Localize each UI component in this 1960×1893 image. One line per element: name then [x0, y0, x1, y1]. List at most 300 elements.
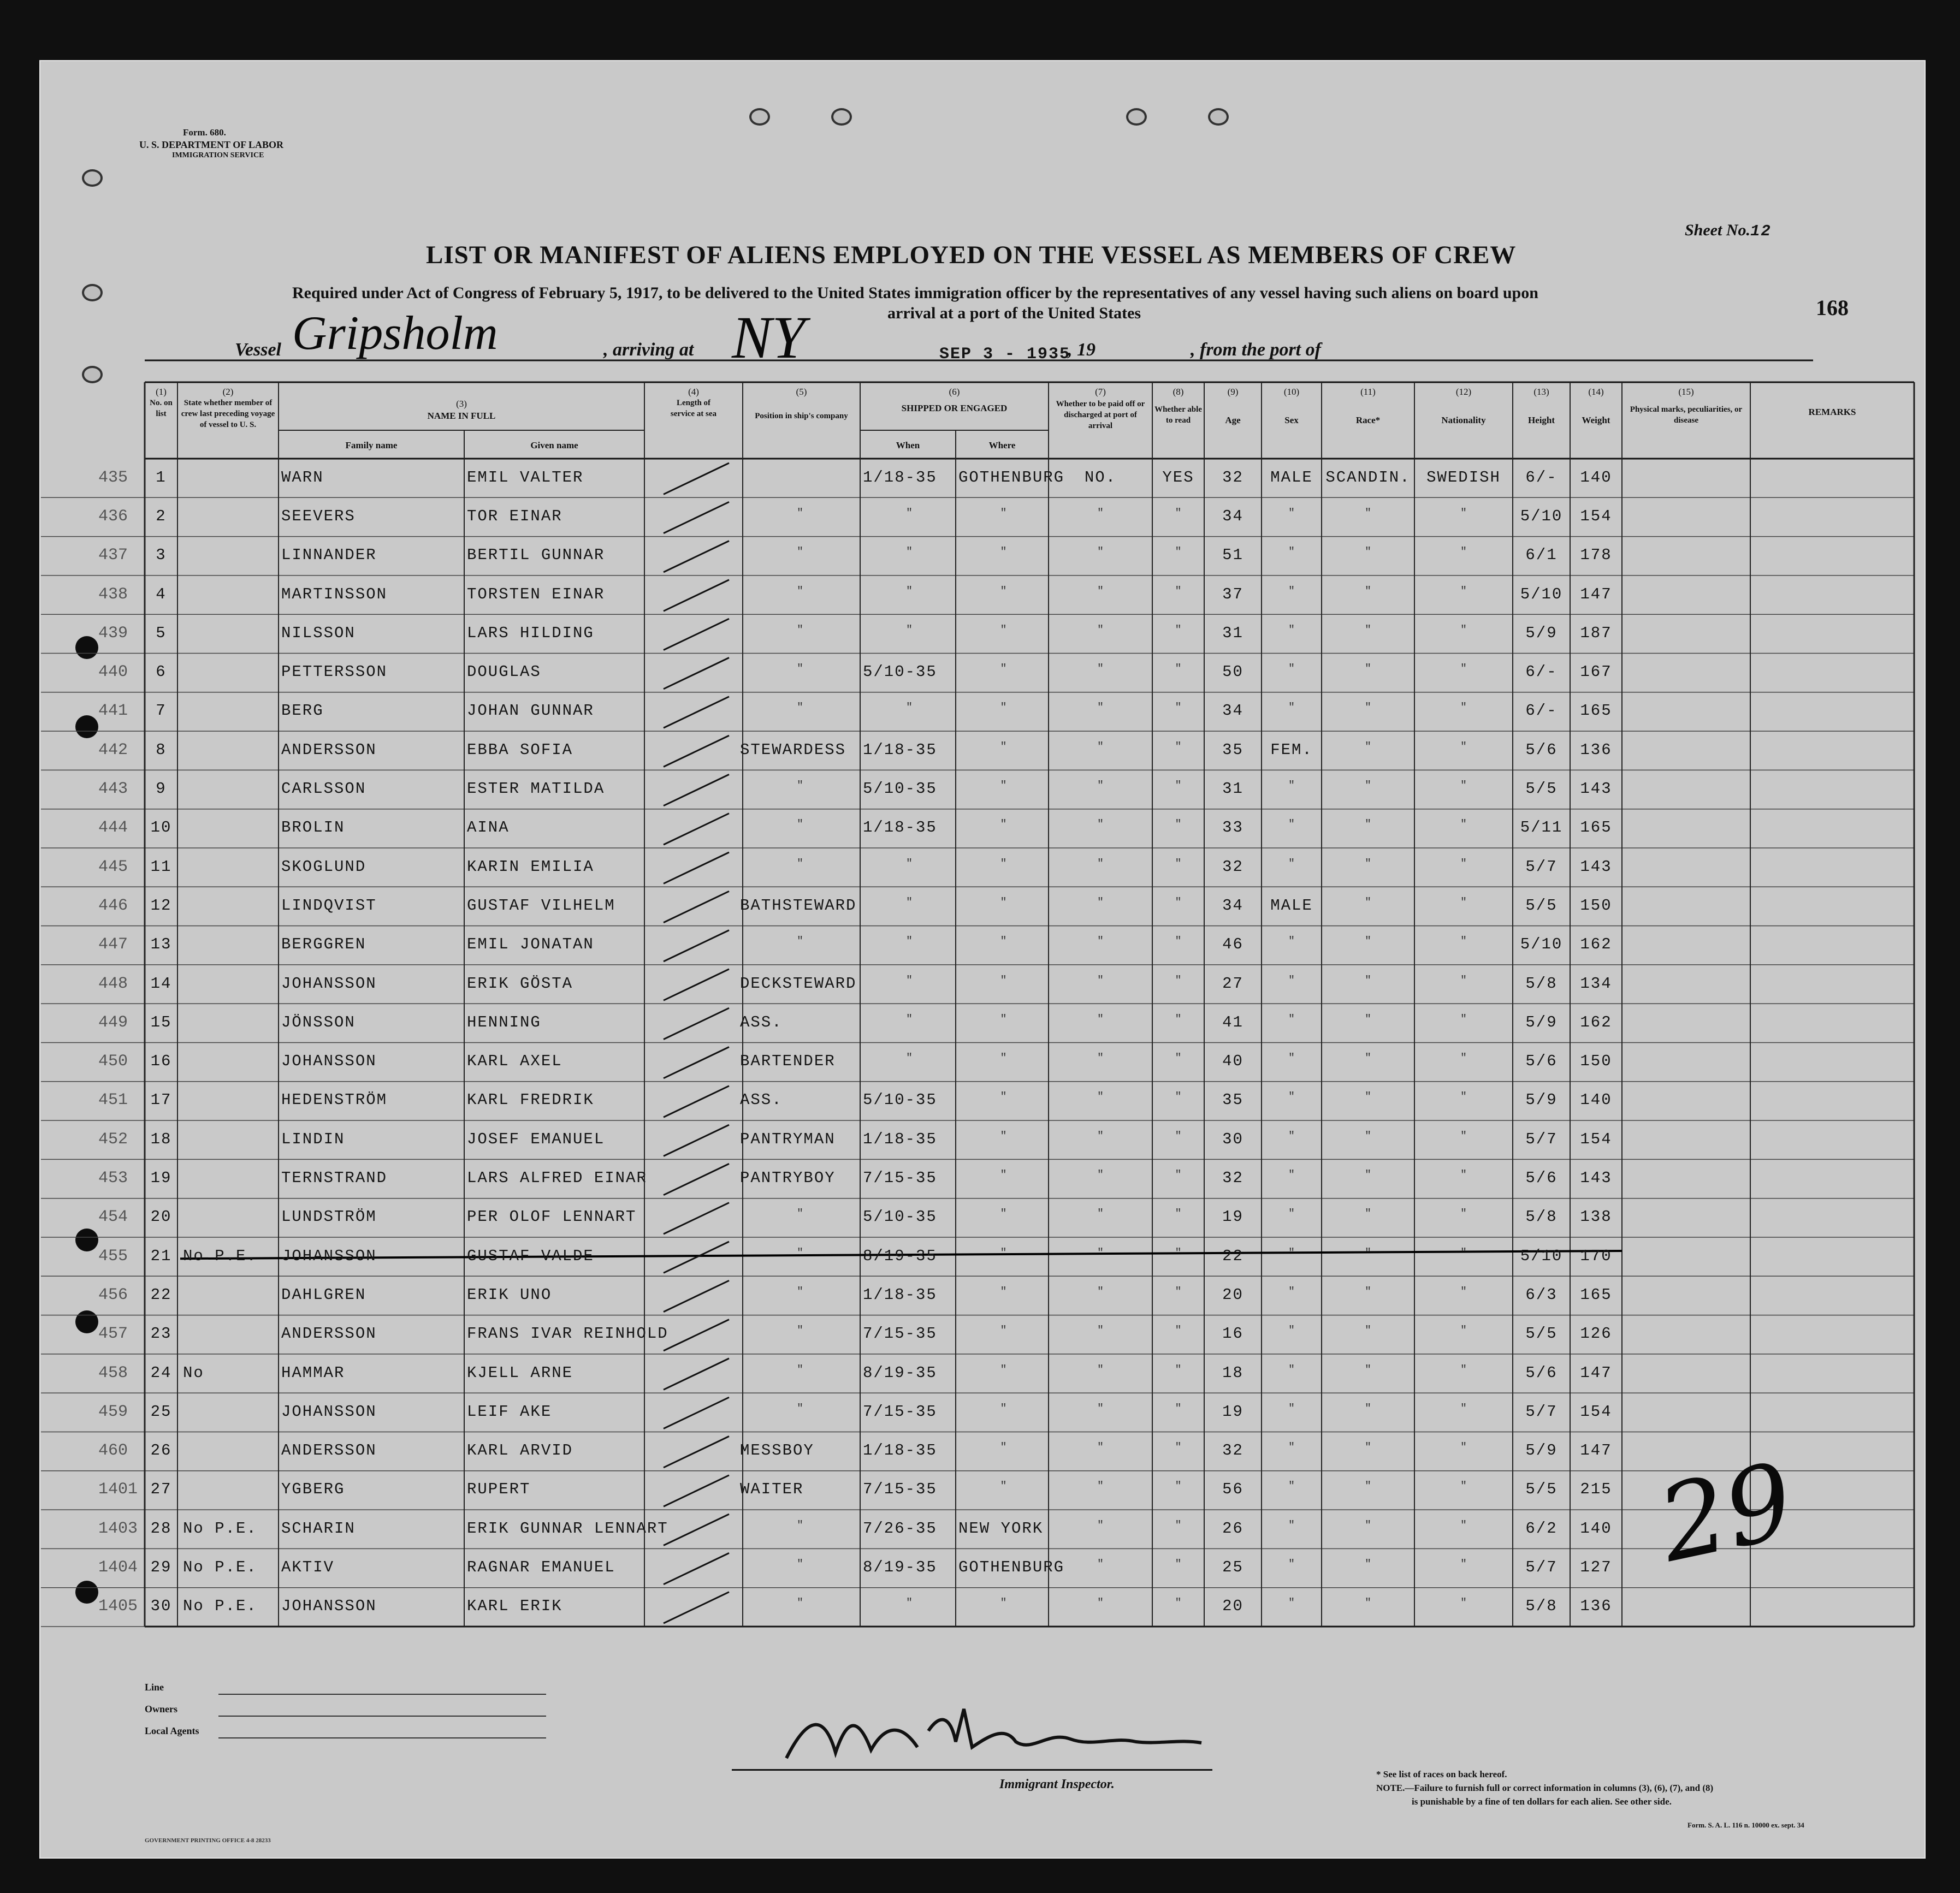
- ditto-mark: ": [1364, 1013, 1371, 1026]
- ditto-mark: ": [796, 1325, 803, 1338]
- engaged-date: 5/10-35: [863, 663, 937, 681]
- ditto-mark: ": [1097, 857, 1104, 870]
- ditto-mark: ": [1097, 818, 1104, 832]
- row-number: 3: [156, 546, 167, 565]
- paid-off: NO.: [1084, 468, 1117, 486]
- weight: 138: [1580, 1208, 1612, 1226]
- row-number: 11: [150, 857, 172, 876]
- engaged-date: 7/15-35: [863, 1402, 937, 1421]
- ditto-mark: ": [1175, 1519, 1182, 1532]
- ditto-mark: ": [1364, 974, 1371, 987]
- height: 5/7: [1525, 1402, 1558, 1421]
- given-name: KARL ARVID: [467, 1441, 573, 1460]
- family-name: DAHLGREN: [281, 1285, 366, 1304]
- ditto-mark: ": [1097, 1052, 1104, 1065]
- family-name: SCHARIN: [281, 1519, 356, 1538]
- row-number: 5: [156, 624, 167, 642]
- ditto-mark: ": [1097, 1480, 1104, 1493]
- ditto-mark: ": [1460, 780, 1467, 793]
- ditto-mark: ": [1175, 1052, 1182, 1065]
- ditto-mark: ": [1460, 1052, 1467, 1065]
- ditto-mark: ": [1288, 507, 1295, 520]
- margin-sequence-number: 1401: [98, 1480, 138, 1499]
- age: 19: [1222, 1402, 1243, 1421]
- age: 40: [1222, 1052, 1243, 1071]
- age: 19: [1222, 1208, 1243, 1226]
- col15-header: Physical marks, peculiarities, or disease: [1630, 405, 1743, 425]
- given-name: TOR EINAR: [467, 507, 562, 525]
- ditto-mark: ": [1097, 663, 1104, 676]
- col6b-header: Where: [988, 440, 1016, 450]
- ditto-mark: ": [1000, 1441, 1007, 1455]
- height: 5/9: [1525, 1441, 1558, 1460]
- col3-number: (3): [456, 399, 467, 409]
- inspector-label: Immigrant Inspector.: [999, 1777, 1115, 1791]
- ditto-mark: ": [1288, 1480, 1295, 1493]
- ditto-mark: ": [1097, 896, 1104, 909]
- row-number: 26: [150, 1441, 172, 1460]
- ditto-mark: ": [1097, 1208, 1104, 1221]
- row-number: 15: [150, 1013, 172, 1031]
- ditto-mark: ": [1175, 1247, 1182, 1260]
- ditto-mark: ": [1288, 935, 1295, 948]
- margin-sequence-number: 455: [98, 1247, 128, 1266]
- ditto-mark: ": [796, 1597, 803, 1610]
- ditto-mark: ": [1097, 1013, 1104, 1026]
- age: 25: [1222, 1558, 1243, 1577]
- age: 31: [1222, 624, 1243, 642]
- given-name: ERIK GÖSTA: [467, 974, 573, 993]
- ditto-mark: ": [796, 1208, 803, 1221]
- row-number: 25: [150, 1402, 172, 1421]
- page-stamp: 168: [1816, 295, 1849, 320]
- family-name: JOHANSSON: [281, 1402, 377, 1421]
- row-number: 27: [150, 1480, 172, 1499]
- weight: 154: [1580, 1130, 1612, 1148]
- margin-sequence-number: 443: [98, 780, 128, 799]
- able-to-read: YES: [1162, 468, 1194, 486]
- ditto-mark: ": [1000, 857, 1007, 870]
- ditto-mark: ": [1364, 624, 1371, 637]
- height: 6/-: [1525, 663, 1558, 681]
- row-number: 24: [150, 1363, 172, 1382]
- ditto-mark: ": [1175, 818, 1182, 832]
- ditto-mark: ": [1097, 1558, 1104, 1571]
- height: 5/6: [1525, 740, 1558, 759]
- family-name: HAMMAR: [281, 1363, 345, 1382]
- col5-number: (5): [796, 387, 807, 397]
- ditto-mark: ": [1000, 780, 1007, 793]
- margin-sequence-number: 1405: [98, 1597, 138, 1616]
- ditto-mark: ": [905, 546, 913, 559]
- family-name: WARN: [281, 468, 324, 486]
- ditto-mark: ": [1000, 740, 1007, 753]
- ditto-mark: ": [1460, 1091, 1467, 1104]
- age: 30: [1222, 1130, 1243, 1148]
- ditto-mark: ": [1288, 546, 1295, 559]
- weight: 162: [1580, 935, 1612, 954]
- col10-number: (10): [1283, 387, 1300, 397]
- margin-sequence-number: 1404: [98, 1558, 138, 1577]
- ditto-mark: ": [1460, 1597, 1467, 1610]
- col14-number: (14): [1588, 387, 1604, 397]
- given-name: HENNING: [467, 1013, 541, 1031]
- given-name: AINA: [467, 818, 510, 837]
- margin-sequence-number: 456: [98, 1285, 128, 1304]
- row-number: 14: [150, 974, 172, 993]
- height: 6/2: [1525, 1519, 1558, 1538]
- weight: 147: [1580, 1441, 1612, 1460]
- vessel-label: Vessel: [235, 340, 281, 360]
- col9-header: Age: [1225, 415, 1241, 425]
- from-port-label: , from the port of: [1191, 340, 1321, 360]
- ditto-mark: ": [1288, 1363, 1295, 1376]
- ditto-mark: ": [1175, 1091, 1182, 1104]
- age: 26: [1222, 1519, 1243, 1538]
- ship-position: WAITER: [740, 1480, 804, 1499]
- sex: FEM.: [1270, 740, 1313, 759]
- ship-position: ASS.: [740, 1013, 783, 1031]
- ditto-mark: ": [1175, 740, 1182, 753]
- col15-number: (15): [1678, 387, 1694, 397]
- ditto-mark: ": [1000, 585, 1007, 598]
- col6-number: (6): [949, 387, 960, 397]
- ditto-mark: ": [1175, 857, 1182, 870]
- ditto-mark: ": [1460, 1169, 1467, 1182]
- col13-number: (13): [1533, 387, 1549, 397]
- row-number: 8: [156, 740, 167, 759]
- ditto-mark: ": [1288, 1285, 1295, 1298]
- col2-number: (2): [222, 387, 234, 397]
- ditto-mark: ": [1460, 1519, 1467, 1532]
- ditto-mark: ": [796, 663, 803, 676]
- ditto-mark: ": [1460, 1558, 1467, 1571]
- owners-label: Owners: [145, 1704, 177, 1714]
- engaged-date: 8/19-35: [863, 1247, 937, 1265]
- col1-header: No. on list: [150, 399, 173, 418]
- arriving-label: , arriving at: [603, 340, 694, 360]
- ditto-mark: ": [1364, 780, 1371, 793]
- engaged-date: 7/26-35: [863, 1519, 937, 1538]
- engaged-date: 7/15-35: [863, 1169, 937, 1188]
- engaged-date: 1/18-35: [863, 740, 937, 759]
- ditto-mark: ": [1097, 1091, 1104, 1104]
- age: 51: [1222, 546, 1243, 565]
- ditto-mark: ": [1000, 1052, 1007, 1065]
- ditto-mark: ": [1175, 896, 1182, 909]
- ditto-mark: ": [1364, 546, 1371, 559]
- family-name: JOHANSSON: [281, 1052, 377, 1071]
- col8-number: (8): [1173, 387, 1184, 397]
- ditto-mark: ": [1175, 974, 1182, 987]
- height: 5/7: [1525, 857, 1558, 876]
- ditto-mark: ": [1460, 1013, 1467, 1026]
- age: 34: [1222, 507, 1243, 525]
- ditto-mark: ": [1097, 780, 1104, 793]
- given-name: PER OLOF LENNART: [467, 1208, 637, 1226]
- ditto-mark: ": [1288, 624, 1295, 637]
- arrival-date-stamp: SEP 3 - 1935: [939, 345, 1071, 364]
- ditto-mark: ": [905, 1052, 913, 1065]
- age: 20: [1222, 1285, 1243, 1304]
- ditto-mark: ": [1175, 780, 1182, 793]
- ditto-mark: ": [1364, 1597, 1371, 1610]
- arriving-port: NY: [732, 304, 806, 371]
- margin-sequence-number: 458: [98, 1363, 128, 1382]
- age: 50: [1222, 663, 1243, 681]
- ditto-mark: ": [1000, 1325, 1007, 1338]
- family-name: ANDERSSON: [281, 1325, 377, 1343]
- age: 34: [1222, 702, 1243, 720]
- given-name: EBBA SOFIA: [467, 740, 573, 759]
- ditto-mark: ": [1460, 1247, 1467, 1260]
- ditto-mark: ": [1175, 1285, 1182, 1298]
- ditto-mark: ": [796, 780, 803, 793]
- margin-sequence-number: 440: [98, 663, 128, 682]
- height: 5/8: [1525, 974, 1558, 993]
- service-name: IMMIGRATION SERVICE: [172, 151, 264, 159]
- given-name: EMIL JONATAN: [467, 935, 594, 954]
- col4-number: (4): [688, 387, 699, 397]
- col12-header: Nationality: [1441, 415, 1486, 425]
- ditto-mark: ": [1460, 857, 1467, 870]
- age: 41: [1222, 1013, 1243, 1031]
- col16-header: REMARKS: [1808, 407, 1856, 417]
- family-name: PETTERSSON: [281, 663, 388, 681]
- engaged-date: 7/15-35: [863, 1325, 937, 1343]
- given-name: DOUGLAS: [467, 663, 541, 681]
- vessel-name: Gripsholm: [292, 307, 498, 360]
- height: 5/9: [1525, 1013, 1558, 1031]
- col7-number: (7): [1095, 387, 1106, 397]
- height: 6/3: [1525, 1285, 1558, 1304]
- given-name: LARS HILDING: [467, 624, 594, 642]
- ditto-mark: ": [796, 935, 803, 948]
- height: 5/9: [1525, 1091, 1558, 1109]
- given-name: JOSEF EMANUEL: [467, 1130, 605, 1148]
- col6-header: SHIPPED OR ENGAGED: [901, 403, 1008, 413]
- margin-sequence-number: 451: [98, 1091, 128, 1110]
- page-title: LIST OR MANIFEST OF ALIENS EMPLOYED ON THE VESSEL AS MEMBERS OF CREW: [426, 241, 1517, 269]
- ditto-mark: ": [1175, 624, 1182, 637]
- ditto-mark: ": [796, 1247, 803, 1260]
- weight: 170: [1580, 1247, 1612, 1265]
- ditto-mark: ": [1460, 663, 1467, 676]
- margin-sequence-number: 439: [98, 624, 128, 643]
- ditto-mark: ": [1175, 1013, 1182, 1026]
- ditto-mark: ": [1364, 857, 1371, 870]
- engaged-date: 5/10-35: [863, 1208, 937, 1226]
- local-agents-label: Local Agents: [145, 1725, 199, 1736]
- height: 5/6: [1525, 1363, 1558, 1382]
- row-number: 17: [150, 1091, 172, 1109]
- ditto-mark: ": [1460, 1130, 1467, 1143]
- ditto-mark: ": [1460, 896, 1467, 909]
- ditto-mark: ": [1364, 702, 1371, 715]
- given-name: KARL AXEL: [467, 1052, 562, 1071]
- margin-sequence-number: 460: [98, 1441, 128, 1461]
- ditto-mark: ": [1000, 663, 1007, 676]
- ditto-mark: ": [1000, 1130, 1007, 1143]
- ditto-mark: ": [1175, 1169, 1182, 1182]
- weight: 143: [1580, 1169, 1612, 1188]
- ditto-mark: ": [1288, 1519, 1295, 1532]
- agents-rule: [218, 1737, 546, 1738]
- family-name: LINNANDER: [281, 546, 377, 565]
- ship-position: MESSBOY: [740, 1441, 814, 1460]
- ditto-mark: ": [1288, 585, 1295, 598]
- given-name: ESTER MATILDA: [467, 780, 605, 798]
- height: 5/10: [1520, 1247, 1563, 1265]
- ditto-mark: ": [1364, 1402, 1371, 1415]
- margin-sequence-number: 442: [98, 740, 128, 759]
- engaged-date: 1/18-35: [863, 1130, 937, 1148]
- ditto-mark: ": [1288, 1091, 1295, 1104]
- row-number: 30: [150, 1597, 172, 1616]
- given-name: BERTIL GUNNAR: [467, 546, 605, 565]
- weight: 162: [1580, 1013, 1612, 1031]
- ditto-mark: ": [1460, 1480, 1467, 1493]
- ditto-mark: ": [1364, 1285, 1371, 1298]
- age: 32: [1222, 468, 1243, 486]
- ship-position: DECKSTEWARD: [740, 974, 857, 993]
- ditto-mark: ": [1460, 818, 1467, 832]
- col5-header: Position in ship's company: [755, 412, 848, 420]
- age: 37: [1222, 585, 1243, 603]
- line-label: Line: [145, 1682, 164, 1693]
- family-name: CARLSSON: [281, 780, 366, 798]
- family-name: BERG: [281, 702, 324, 720]
- age: 34: [1222, 896, 1243, 915]
- margin-sequence-number: 435: [98, 468, 128, 487]
- ditto-mark: ": [796, 1285, 803, 1298]
- col13-header: Height: [1527, 415, 1555, 425]
- given-name: ERIK UNO: [467, 1285, 552, 1304]
- height: 5/5: [1525, 896, 1558, 915]
- ditto-mark: ": [1175, 585, 1182, 598]
- margin-sequence-number: 453: [98, 1169, 128, 1188]
- height: 6/-: [1525, 468, 1558, 486]
- ditto-mark: ": [1097, 1325, 1104, 1338]
- ship-position: BARTENDER: [740, 1052, 836, 1071]
- subtitle-line-2: arrival at a port of the United States: [887, 304, 1141, 322]
- prev-voyage-note: No P.E.: [183, 1597, 257, 1616]
- margin-sequence-number: 444: [98, 818, 128, 838]
- ditto-mark: ": [1000, 1091, 1007, 1104]
- ditto-mark: ": [1288, 1130, 1295, 1143]
- ditto-mark: ": [905, 974, 913, 987]
- ditto-mark: ": [1288, 1052, 1295, 1065]
- height: 5/10: [1520, 935, 1563, 954]
- margin-sequence-number: 454: [98, 1208, 128, 1227]
- sheet-label-text: Sheet No.: [1685, 221, 1750, 239]
- ditto-mark: ": [1364, 585, 1371, 598]
- ditto-mark: ": [1097, 1597, 1104, 1610]
- row-number: 22: [150, 1285, 172, 1304]
- height: 5/6: [1525, 1052, 1558, 1071]
- height: 6/1: [1525, 546, 1558, 565]
- age: 27: [1222, 974, 1243, 993]
- ditto-mark: ": [1460, 1285, 1467, 1298]
- given-name: KARL FREDRIK: [467, 1091, 594, 1109]
- family-name: BROLIN: [281, 818, 345, 837]
- weight: 143: [1580, 780, 1612, 798]
- age: 56: [1222, 1480, 1243, 1499]
- engaged-date: 1/18-35: [863, 818, 937, 837]
- engaged-place: GOTHENBURG: [958, 468, 1065, 486]
- ditto-mark: ": [1097, 1247, 1104, 1260]
- owners-rule: [218, 1716, 546, 1717]
- ditto-mark: ": [1000, 1480, 1007, 1493]
- subtitle-line-1: Required under Act of Congress of February 5, 1917, to be delivered to the United States immigration officer by the representatives of any vessel having such aliens on board upon: [292, 284, 1538, 302]
- ditto-mark: ": [1364, 818, 1371, 832]
- ditto-mark: ": [1460, 585, 1467, 598]
- ditto-mark: ": [905, 1013, 913, 1026]
- ditto-mark: ": [1364, 1052, 1371, 1065]
- given-name: RAGNAR EMANUEL: [467, 1558, 615, 1577]
- ditto-mark: ": [1175, 663, 1182, 676]
- col4-header: Length of service at sea: [670, 399, 717, 418]
- col6a-header: When: [896, 440, 920, 450]
- weight: 178: [1580, 546, 1612, 565]
- ditto-mark: ": [1288, 663, 1295, 676]
- ditto-mark: ": [1364, 1169, 1371, 1182]
- family-name: TERNSTRAND: [281, 1169, 388, 1188]
- given-name: TORSTEN EINAR: [467, 585, 605, 603]
- col1-number: (1): [156, 387, 167, 397]
- row-number: 1: [156, 468, 167, 486]
- family-name: MARTINSSON: [281, 585, 388, 603]
- sex: MALE: [1270, 468, 1313, 486]
- family-name: LUNDSTRÖM: [281, 1208, 377, 1226]
- crew-count-mark: 29: [1649, 1440, 1804, 1586]
- ditto-mark: ": [1000, 1597, 1007, 1610]
- height: 5/10: [1520, 507, 1563, 525]
- fine-note-2: is punishable by a fine of ten dollars for each alien. See other side.: [1412, 1796, 1672, 1807]
- weight: 147: [1580, 585, 1612, 603]
- margin-sequence-number: 438: [98, 585, 128, 604]
- given-name: LARS ALFRED EINAR: [467, 1169, 647, 1188]
- margin-sequence-number: 452: [98, 1130, 128, 1149]
- weight: 150: [1580, 896, 1612, 915]
- ditto-mark: ": [1097, 1402, 1104, 1415]
- ditto-mark: ": [1175, 546, 1182, 559]
- ditto-mark: ": [796, 1402, 803, 1415]
- weight: 167: [1580, 663, 1612, 681]
- ditto-mark: ": [1097, 1363, 1104, 1376]
- race-note: * See list of races on back hereof.: [1376, 1769, 1507, 1779]
- inspector-signature: [775, 1693, 1212, 1780]
- ditto-mark: ": [1288, 1441, 1295, 1455]
- age: 20: [1222, 1597, 1243, 1616]
- weight: 150: [1580, 1052, 1612, 1071]
- ditto-mark: ": [796, 818, 803, 832]
- ditto-mark: ": [1288, 818, 1295, 832]
- prev-voyage-note: No P.E.: [183, 1247, 257, 1265]
- family-name: YGBERG: [281, 1480, 345, 1499]
- height: 5/7: [1525, 1558, 1558, 1577]
- height: 5/5: [1525, 1325, 1558, 1343]
- engaged-date: 5/10-35: [863, 1091, 937, 1109]
- engaged-date: 7/15-35: [863, 1480, 937, 1499]
- family-name: ANDERSSON: [281, 1441, 377, 1460]
- ditto-mark: ": [1000, 818, 1007, 832]
- prev-voyage-note: No: [183, 1363, 204, 1382]
- ditto-mark: ": [1000, 1013, 1007, 1026]
- row-number: 20: [150, 1208, 172, 1226]
- row-number: 10: [150, 818, 172, 837]
- family-name: LINDQVIST: [281, 896, 377, 915]
